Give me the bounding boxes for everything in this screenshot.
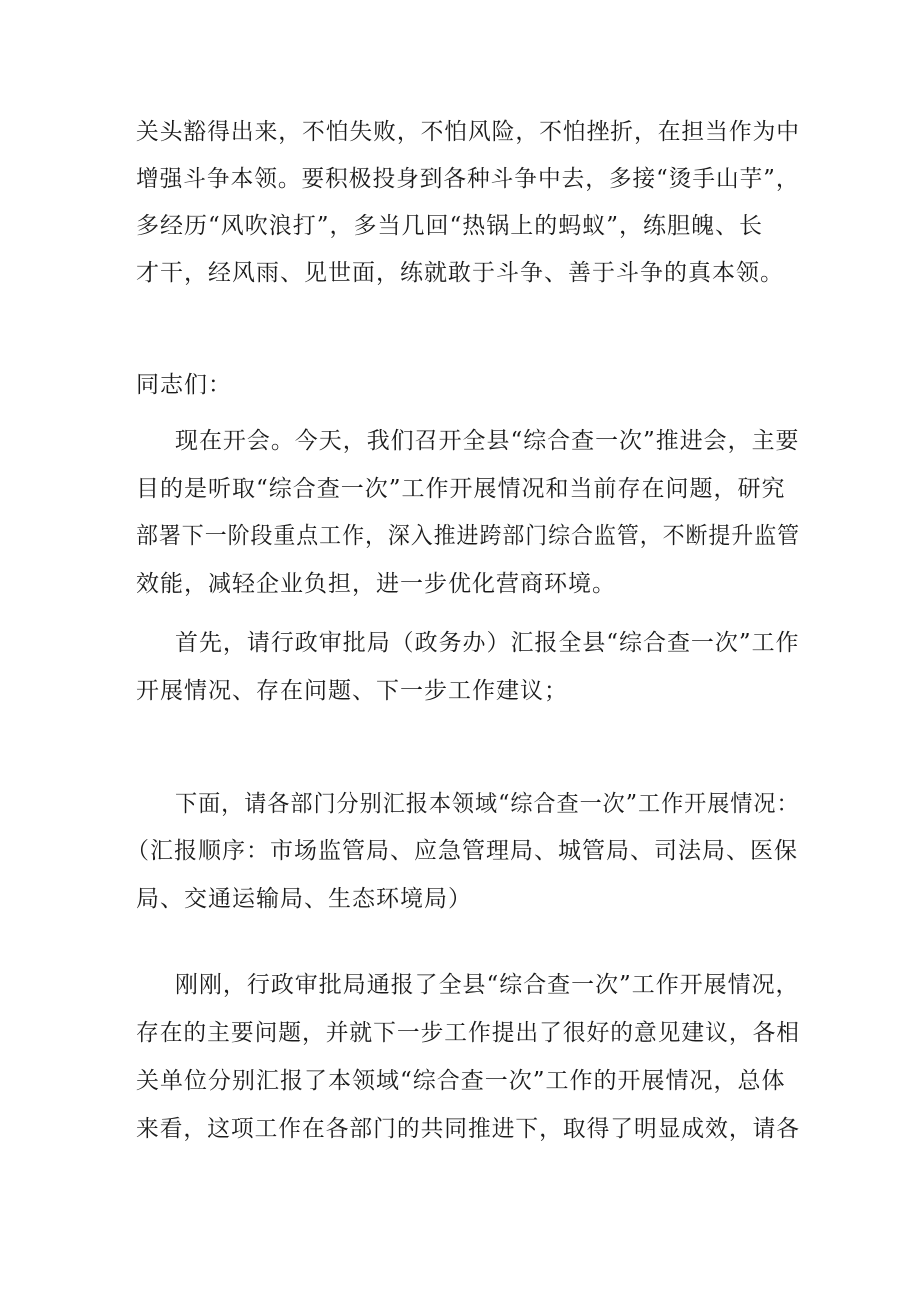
paragraph-5-line-2: （汇报顺序：市场监管局、应急管理局、城管局、司法局、医保 [126, 838, 798, 864]
paragraph-6-line-2: 存在的主要问题，并就下一步工作提出了很好的意见建议，各相 [136, 1020, 800, 1046]
paragraph-5-line-3: 局、交通运输局、生态环境局） [136, 886, 472, 912]
paragraph-3-line-1: 现在开会。今天，我们召开全县“综合查一次”推进会，主要 [175, 428, 800, 454]
paragraph-1-line-3: 多经历“风吹浪打”，多当几回“热锅上的蚂蚁”，练胆魄、长 [136, 213, 764, 239]
paragraph-1-line-1: 关头豁得出来，不怕失败，不怕风险，不怕挫折，在担当作为中 [136, 119, 800, 145]
paragraph-6-line-1: 刚刚，行政审批局通报了全县“综合查一次”工作开展情况， [175, 972, 800, 998]
paragraph-1-line-4: 才干，经风雨、见世面，练就敢于斗争、善于斗争的真本领。 [136, 260, 784, 286]
paragraph-1-line-2: 增强斗争本领。要积极投身到各种斗争中去，多接“烫手山芋”， [136, 166, 800, 192]
paragraph-4-line-2: 开展情况、存在问题、下一步工作建议； [136, 678, 568, 704]
salutation: 同志们： [136, 372, 232, 398]
paragraph-5-line-1: 下面，请各部门分别汇报本领域“综合查一次”工作开展情况： [175, 791, 800, 817]
paragraph-6-line-4: 来看，这项工作在各部门的共同推进下，取得了明显成效，请各 [136, 1116, 800, 1142]
paragraph-4-line-1: 首先，请行政审批局（政务办）汇报全县“综合查一次”工作 [175, 630, 800, 656]
paragraph-3-line-4: 效能，减轻企业负担，进一步优化营商环境。 [136, 571, 616, 597]
paragraph-6-line-3: 关单位分别汇报了本领域“综合查一次”工作的开展情况，总体 [136, 1068, 786, 1094]
paragraph-3-line-2: 目的是听取“综合查一次”工作开展情况和当前存在问题，研究 [136, 476, 786, 502]
paragraph-3-line-3: 部署下一阶段重点工作，深入推进跨部门综合监管，不断提升监管 [136, 523, 800, 549]
